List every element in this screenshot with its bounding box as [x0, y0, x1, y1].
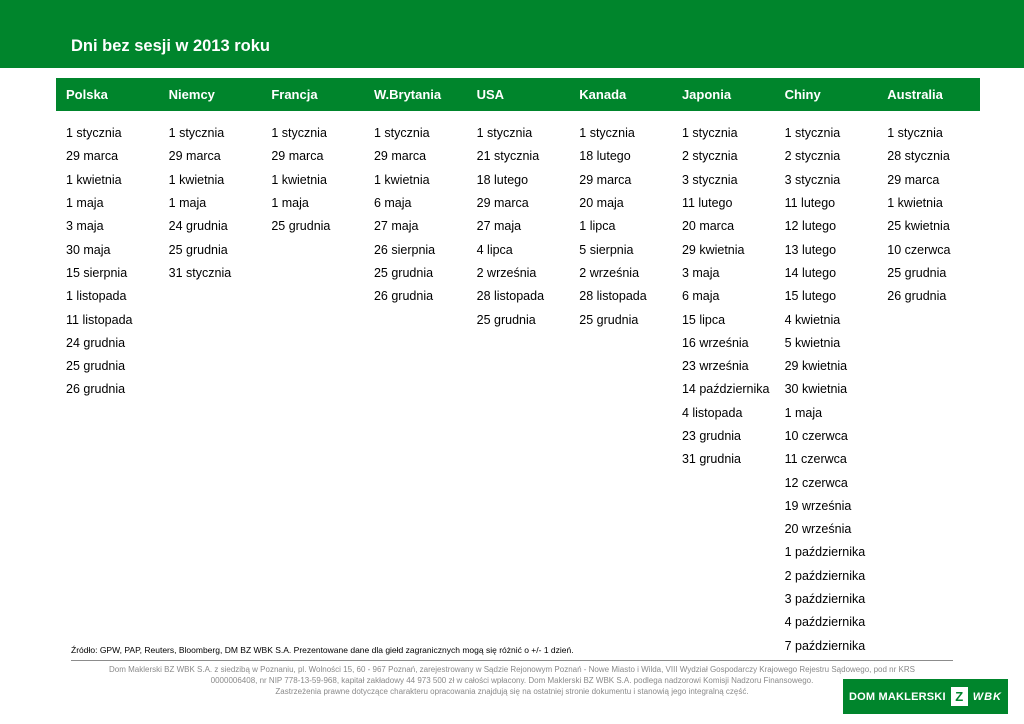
date-cell: 18 lutego: [579, 149, 631, 164]
date-cell: 27 maja: [476, 219, 522, 234]
date-cell: [467, 332, 570, 355]
date-cell: 20 maja: [579, 196, 624, 211]
date-cell: 18 lutego: [476, 172, 529, 187]
logo-text: DOM MAKLERSKI: [849, 690, 946, 703]
date-cell: 12 lutego: [784, 219, 837, 234]
date-cell: 20 marca: [681, 219, 735, 234]
table-row: [56, 402, 980, 425]
date-cell: 7 października: [784, 638, 866, 653]
date-cell: 1 kwietnia: [168, 172, 225, 187]
spacer-cell: [364, 111, 467, 122]
date-cell: 4 kwietnia: [784, 312, 841, 327]
date-cell: 11 lutego: [784, 196, 836, 211]
date-cell: [56, 611, 159, 634]
date-cell: [56, 471, 159, 494]
date-cell: 1 kwietnia: [66, 172, 122, 187]
date-cell: 6 maja: [681, 289, 720, 304]
date-cell: [159, 611, 262, 634]
date-cell: [467, 611, 570, 634]
date-cell: [569, 588, 672, 611]
date-cell: [364, 518, 467, 541]
date-cell: [569, 355, 672, 378]
date-cell: 23 września: [681, 359, 749, 374]
date-cell: 1 października: [784, 545, 866, 560]
date-cell: [261, 332, 364, 355]
date-cell: 14 lutego: [784, 265, 837, 280]
date-cell: [56, 425, 159, 448]
date-cell: 6 maja: [373, 196, 412, 211]
date-cell: 1 kwietnia: [271, 172, 327, 187]
date-cell: 1 kwietnia: [887, 196, 943, 211]
date-cell: [877, 495, 980, 518]
table-header-row: [56, 78, 980, 111]
column-header: USA: [467, 78, 570, 111]
date-cell: 2 stycznia: [681, 149, 738, 164]
date-cell: [261, 355, 364, 378]
table-row: [56, 169, 980, 192]
date-cell: [56, 402, 159, 425]
date-cell: [569, 495, 672, 518]
table-row: [56, 262, 980, 285]
date-cell: 5 kwietnia: [784, 335, 841, 350]
page-title: Dni bez sesji w 2013 roku: [71, 37, 270, 55]
spacer-cell: [877, 111, 980, 122]
date-cell: [569, 402, 672, 425]
date-cell: 29 kwietnia: [681, 242, 745, 257]
date-cell: [467, 425, 570, 448]
date-cell: [672, 635, 775, 658]
date-cell: 2 października: [784, 568, 866, 583]
date-cell: [364, 378, 467, 401]
date-cell: 5 sierpnia: [579, 242, 634, 257]
date-cell: [261, 518, 364, 541]
table-row: [56, 285, 980, 308]
spacer-cell: [569, 111, 672, 122]
date-cell: [877, 635, 980, 658]
date-cell: [569, 332, 672, 355]
date-cell: 25 grudnia: [373, 265, 434, 280]
date-cell: 2 stycznia: [784, 149, 841, 164]
date-cell: 1 lipca: [579, 219, 616, 234]
date-cell: [56, 448, 159, 471]
date-cell: [467, 448, 570, 471]
date-cell: 1 stycznia: [66, 126, 122, 141]
date-cell: [159, 565, 262, 588]
date-cell: 1 stycznia: [887, 126, 943, 141]
date-cell: 4 listopada: [681, 405, 743, 420]
date-cell: 20 września: [784, 522, 852, 537]
date-cell: 15 lutego: [784, 289, 837, 304]
date-cell: [569, 471, 672, 494]
table-row: [56, 518, 980, 541]
date-cell: 19 września: [784, 498, 852, 513]
date-cell: [877, 611, 980, 634]
date-cell: 29 kwietnia: [784, 359, 848, 374]
date-cell: 25 grudnia: [271, 219, 331, 234]
date-cell: 1 stycznia: [476, 126, 533, 141]
date-cell: [877, 425, 980, 448]
date-cell: 29 marca: [168, 149, 221, 164]
date-cell: 3 października: [784, 592, 866, 607]
date-cell: 1 stycznia: [373, 126, 430, 141]
date-cell: [569, 635, 672, 658]
table-row: [56, 611, 980, 634]
date-cell: [56, 541, 159, 564]
table-row: [56, 565, 980, 588]
date-cell: [364, 425, 467, 448]
table-row: [56, 425, 980, 448]
date-cell: 1 stycznia: [681, 126, 738, 141]
date-cell: [261, 308, 364, 331]
date-cell: [569, 378, 672, 401]
date-cell: 11 czerwca: [784, 452, 847, 467]
table-row: [56, 355, 980, 378]
date-cell: [261, 425, 364, 448]
date-cell: [364, 611, 467, 634]
date-cell: 4 lipca: [476, 242, 513, 257]
date-cell: 1 maja: [66, 196, 104, 211]
table-row: [56, 238, 980, 261]
spacer-cell: [56, 111, 159, 122]
date-cell: 26 sierpnia: [373, 242, 436, 257]
date-cell: [261, 378, 364, 401]
column-header: Australia: [877, 78, 980, 111]
date-cell: [467, 565, 570, 588]
date-cell: [261, 238, 364, 261]
date-cell: 16 września: [681, 335, 749, 350]
date-cell: [261, 495, 364, 518]
date-cell: 25 grudnia: [887, 265, 947, 280]
date-cell: 14 października: [681, 382, 770, 397]
table-row: [56, 215, 980, 238]
date-cell: [877, 518, 980, 541]
date-cell: [159, 402, 262, 425]
date-cell: 3 maja: [681, 265, 720, 280]
date-cell: 4 października: [784, 615, 866, 630]
date-cell: [877, 402, 980, 425]
date-cell: 1 kwietnia: [373, 172, 430, 187]
column-header: Niemcy: [159, 78, 262, 111]
date-cell: [672, 471, 775, 494]
date-cell: 29 marca: [271, 149, 324, 164]
date-cell: 29 marca: [887, 172, 940, 187]
date-cell: 25 grudnia: [168, 242, 228, 257]
spacer-cell: [775, 111, 878, 122]
date-cell: [877, 588, 980, 611]
date-cell: 26 grudnia: [373, 289, 434, 304]
date-cell: [877, 448, 980, 471]
date-cell: 28 listopada: [579, 289, 647, 304]
bz-wbk-logo-icon: Z: [951, 687, 968, 706]
date-cell: [467, 378, 570, 401]
date-cell: [159, 518, 262, 541]
date-cell: [159, 285, 262, 308]
date-cell: [159, 308, 262, 331]
table-row: [56, 588, 980, 611]
date-cell: [159, 332, 262, 355]
date-cell: [159, 425, 262, 448]
table-row: [56, 448, 980, 471]
date-cell: [569, 611, 672, 634]
date-cell: 29 marca: [373, 149, 427, 164]
date-cell: 15 lipca: [681, 312, 726, 327]
date-cell: 31 grudnia: [681, 452, 742, 467]
date-cell: 30 maja: [66, 242, 111, 257]
date-cell: 1 listopada: [66, 289, 127, 304]
holiday-table: [56, 78, 980, 658]
date-cell: [159, 541, 262, 564]
date-cell: [672, 518, 775, 541]
table-row: [56, 145, 980, 168]
date-cell: [877, 355, 980, 378]
date-cell: [56, 518, 159, 541]
date-cell: [877, 378, 980, 401]
date-cell: [364, 448, 467, 471]
footer-line: 0000006408, nr NIP 778-13-59-968, kapitał zakładowy 44 973 500 zł w całości wpłacony. Dom Maklerski BZ WBK S.A. podlega nadzorowi Komisji Nadzoru Finansowego.: [210, 676, 814, 685]
spacer-cell: [467, 111, 570, 122]
footer-disclaimer: [71, 664, 953, 697]
date-cell: [672, 495, 775, 518]
date-cell: [569, 541, 672, 564]
brand-logo: [843, 679, 1008, 714]
date-cell: 27 maja: [373, 219, 419, 234]
date-cell: [467, 355, 570, 378]
date-cell: [672, 541, 775, 564]
column-header: Chiny: [775, 78, 878, 111]
date-cell: 1 stycznia: [579, 126, 635, 141]
date-cell: [261, 541, 364, 564]
spacer-cell: [159, 111, 262, 122]
date-cell: [56, 495, 159, 518]
date-cell: 15 sierpnia: [66, 265, 128, 280]
date-cell: 10 czerwca: [784, 429, 848, 443]
date-cell: [672, 565, 775, 588]
date-cell: [877, 565, 980, 588]
source-note: Źródło: GPW, PAP, Reuters, Bloomberg, DM BZ WBK S.A. Prezentowane dane dla giełd zagranicznych mogą się różnić o +/- 1 dzień.: [71, 645, 574, 655]
column-header: Polska: [56, 78, 159, 111]
date-cell: 12 czerwca: [784, 475, 848, 490]
date-cell: [56, 588, 159, 611]
date-cell: [364, 588, 467, 611]
column-header: W.Brytania: [364, 78, 467, 111]
date-cell: 1 maja: [168, 196, 207, 211]
date-cell: 29 marca: [579, 172, 632, 187]
footer-line: Zastrzeżenia prawne dotyczące charakteru opracowania znajdują się na ostatniej stronie dokumentu i stanowią jego integralną część.: [275, 687, 749, 696]
date-cell: 24 grudnia: [66, 335, 126, 350]
date-cell: [364, 402, 467, 425]
date-cell: [159, 378, 262, 401]
table-row: [56, 471, 980, 494]
date-cell: [672, 611, 775, 634]
date-cell: [364, 565, 467, 588]
header-band: [0, 0, 1024, 68]
date-cell: [877, 541, 980, 564]
date-cell: 1 stycznia: [784, 126, 841, 141]
date-cell: 28 listopada: [476, 289, 545, 304]
date-cell: 2 września: [476, 265, 537, 280]
footer-divider: [71, 660, 953, 661]
date-cell: 29 marca: [66, 149, 119, 164]
date-cell: 25 grudnia: [476, 312, 536, 327]
table-body: [56, 111, 980, 658]
date-cell: [364, 471, 467, 494]
date-cell: 3 maja: [66, 219, 104, 234]
date-cell: 2 września: [579, 265, 640, 280]
date-cell: 1 maja: [271, 196, 309, 211]
date-cell: [364, 355, 467, 378]
date-cell: [467, 495, 570, 518]
date-cell: [159, 588, 262, 611]
table-row: [56, 308, 980, 331]
date-cell: 3 stycznia: [784, 172, 841, 187]
date-cell: [467, 471, 570, 494]
date-cell: 26 grudnia: [66, 382, 126, 397]
date-cell: [261, 588, 364, 611]
spacer-row: [56, 111, 980, 122]
date-cell: [467, 541, 570, 564]
date-cell: [877, 471, 980, 494]
date-cell: [261, 285, 364, 308]
date-cell: 28 stycznia: [887, 149, 950, 164]
date-cell: [261, 402, 364, 425]
date-cell: [877, 308, 980, 331]
column-header: Francja: [261, 78, 364, 111]
date-cell: 1 stycznia: [271, 126, 327, 141]
table-row: [56, 332, 980, 355]
date-cell: [159, 355, 262, 378]
date-cell: [467, 518, 570, 541]
date-cell: [467, 588, 570, 611]
footer-line: Dom Maklerski BZ WBK S.A. z siedzibą w Poznaniu, pl. Wolności 15, 60 - 967 Poznań, zarejestrowany w Sądzie Rejonowym Poznań - Nowe Miasto i Wilda, VIII Wydział Gospodarczy Krajowego Rejestru Sądowego, pod nr KRS: [109, 665, 915, 674]
date-cell: [569, 425, 672, 448]
date-cell: 11 lutego: [681, 196, 733, 211]
date-cell: 25 kwietnia: [887, 219, 950, 234]
spacer-cell: [261, 111, 364, 122]
date-cell: [159, 495, 262, 518]
logo-brand: WBK: [972, 690, 1002, 703]
table-row: [56, 378, 980, 401]
date-cell: [364, 541, 467, 564]
date-cell: [261, 565, 364, 588]
table-row: [56, 495, 980, 518]
date-cell: 21 stycznia: [476, 149, 540, 164]
date-cell: [159, 471, 262, 494]
date-cell: 31 stycznia: [168, 265, 232, 280]
date-cell: [364, 495, 467, 518]
date-cell: 11 listopada: [66, 312, 133, 327]
date-cell: [569, 565, 672, 588]
date-cell: 29 marca: [476, 196, 529, 211]
date-cell: [261, 611, 364, 634]
date-cell: 1 stycznia: [168, 126, 225, 141]
date-cell: [261, 262, 364, 285]
date-cell: [159, 448, 262, 471]
date-cell: 13 lutego: [784, 242, 837, 257]
date-cell: [569, 448, 672, 471]
date-cell: 26 grudnia: [887, 289, 947, 304]
date-cell: 24 grudnia: [168, 219, 228, 234]
date-cell: 3 stycznia: [681, 172, 738, 187]
table-row: [56, 192, 980, 215]
date-cell: 1 maja: [784, 405, 823, 420]
date-cell: [877, 332, 980, 355]
column-header: Kanada: [569, 78, 672, 111]
date-cell: [261, 471, 364, 494]
date-cell: [467, 402, 570, 425]
date-cell: [569, 518, 672, 541]
date-cell: 30 kwietnia: [784, 382, 848, 397]
table-row: [56, 541, 980, 564]
column-header: Japonia: [672, 78, 775, 111]
date-cell: 23 grudnia: [681, 429, 742, 443]
date-cell: [364, 332, 467, 355]
spacer-cell: [672, 111, 775, 122]
date-cell: [364, 308, 467, 331]
table-row: [56, 122, 980, 145]
date-cell: [56, 565, 159, 588]
date-cell: [672, 588, 775, 611]
date-cell: 25 grudnia: [579, 312, 639, 327]
date-cell: 10 czerwca: [887, 242, 951, 257]
date-cell: [261, 448, 364, 471]
date-cell: 25 grudnia: [66, 359, 126, 374]
